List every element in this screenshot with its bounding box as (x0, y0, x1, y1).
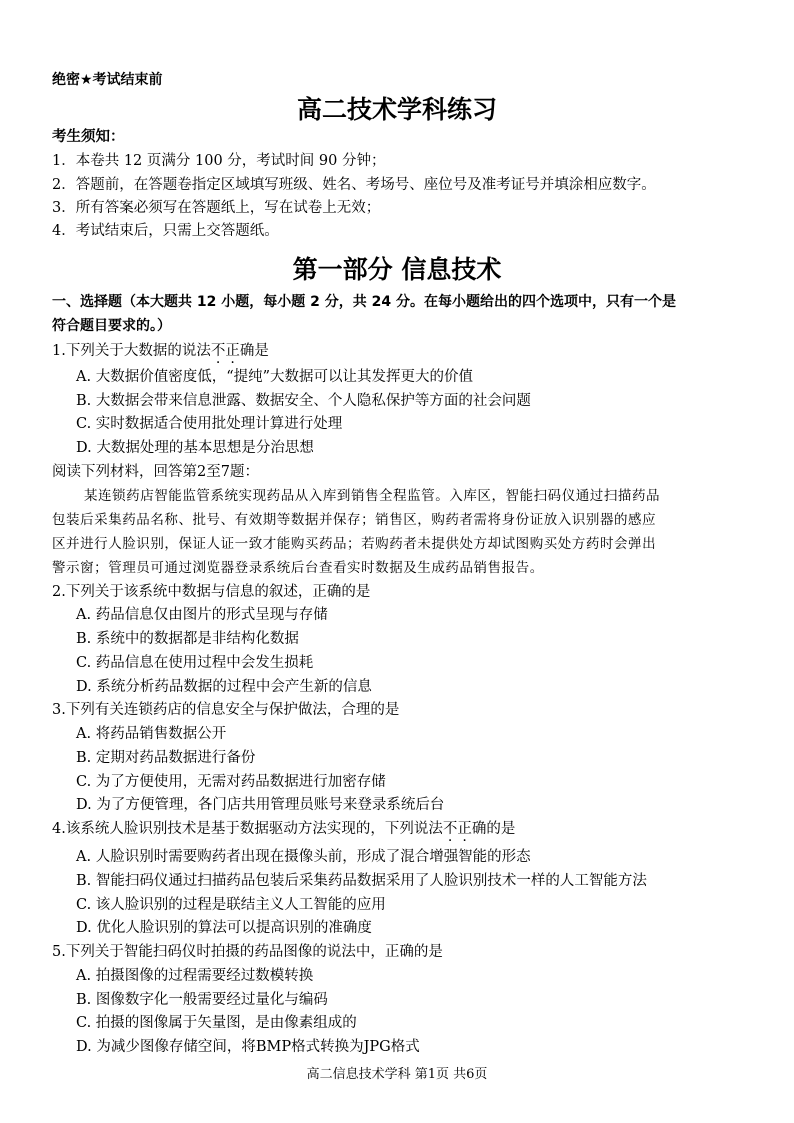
question-1-option-d: D. 大数据处理的基本思想是分治思想 (76, 440, 314, 456)
question-2-option-b: B. 系统中的数据都是非结构化数据 (76, 631, 299, 647)
question-4-option-c: C. 该人脸识别的过程是联结主义人工智能的应用 (76, 897, 386, 913)
question-5-stem: 5.下列关于智能扫码仪时拍摄的药品图像的说法中，正确的是 (52, 944, 443, 960)
part-title: 第一部分 信息技术 (292, 255, 502, 284)
reading-line-4: 警示窗；管理员可通过浏览器登录系统后台查看实时数据及生成药品销售报告。 (52, 560, 544, 576)
question-3-option-c: C. 为了方便使用，无需对药品数据进行加密存储 (76, 774, 386, 790)
page-footer: 高二信息技术学科 第1页 共6页 (306, 1067, 488, 1082)
question-5-option-c: C. 拍摄的图像属于矢量图，是由像素组成的 (76, 1015, 357, 1031)
notice-item-1: 1．本卷共 12 页满分 100 分，考试时间 90 分钟； (52, 153, 386, 169)
question-2-option-a: A. 药品信息仅由图片的形式呈现与存储 (76, 607, 328, 623)
question-2-option-d: D. 系统分析药品数据的过程中会产生新的信息 (76, 679, 372, 695)
question-2-stem: 2.下列关于该系统中数据与信息的叙述，正确的是 (52, 584, 371, 600)
question-1-option-b: B. 大数据会带来信息泄露、数据安全、个人隐私保护等方面的社会问题 (76, 393, 531, 409)
notice-item-2: 2．答题前，在答题卷指定区域填写班级、姓名、考场号、座位号及准考证号并填涂相应数字。 (52, 177, 656, 193)
question-4-option-d: D. 优化人脸识别的算法可以提高识别的准确度 (76, 920, 372, 936)
question-4-option-b: B. 智能扫码仪通过扫描药品包装后采集药品数据采用了人脸识别技术一样的人工智能方法 (76, 873, 647, 889)
question-4-option-a: A. 人脸识别时需要购药者出现在摄像头前，形成了混合增强智能的形态 (76, 849, 531, 865)
page-title: 高二技术学科练习 (296, 95, 497, 124)
question-5-option-b: B. 图像数字化一般需要经过量化与编码 (76, 992, 328, 1008)
question-4-stem: 4.该系统人脸识别技术是基于数据驱动方法实现的，下列说法不正确的是 (52, 821, 516, 837)
question-5-option-d: D. 为减少图像存储空间，将BMP格式转换为JPG格式 (76, 1039, 420, 1055)
question-1-option-c: C. 实时数据适合使用批处理计算进行处理 (76, 416, 343, 432)
section-heading-line2: 符合题目要求的。） (52, 318, 171, 334)
reading-line-2: 包装后采集药品名称、批号、有效期等数据并保存；销售区，购药者需将身份证放入识别器的感应 (52, 512, 657, 528)
question-2-option-c: C. 药品信息在使用过程中会发生损耗 (76, 655, 314, 671)
question-1-stem: 1.下列关于大数据的说法不正确是 (52, 343, 269, 359)
notice-heading: 考生须知： (52, 129, 125, 145)
notice-item-4: 4．考试结束后，只需上交答题纸。 (52, 223, 279, 239)
reading-prompt: 阅读下列材料，回答第2至7题： (52, 464, 259, 480)
section-heading-line1: 一、选择题（本大题共 12 小题，每小题 2 分，共 24 分。在每小题给出的四个选项中，只有一个是 (52, 294, 676, 310)
question-3-option-b: B. 定期对药品数据进行备份 (76, 750, 256, 766)
question-5-option-a: A. 拍摄图像的过程需要经过数模转换 (76, 968, 314, 984)
notice-item-3: 3．所有答案必须写在答题纸上，写在试卷上无效； (52, 200, 381, 216)
reading-line-1: 某连锁药店智能监管系统实现药品从入库到销售全程监管。入库区，智能扫码仪通过扫描药品 (84, 488, 661, 504)
question-3-option-a: A. 将药品销售数据公开 (76, 726, 227, 742)
confidential-label: 绝密★考试结束前 (52, 72, 163, 88)
question-3-stem: 3.下列有关连锁药店的信息安全与保护做法，合理的是 (52, 702, 400, 718)
question-1-option-a: A. 大数据价值密度低，“提纯”大数据可以让其发挥更大的价值 (76, 369, 474, 385)
question-3-option-d: D. 为了方便管理，各门店共用管理员账号来登录系统后台 (76, 797, 445, 813)
reading-line-3: 区并进行人脸识别，保证人证一致才能购买药品；若购药者未提供处方却试图购买处方药时会弹出 (52, 536, 657, 552)
